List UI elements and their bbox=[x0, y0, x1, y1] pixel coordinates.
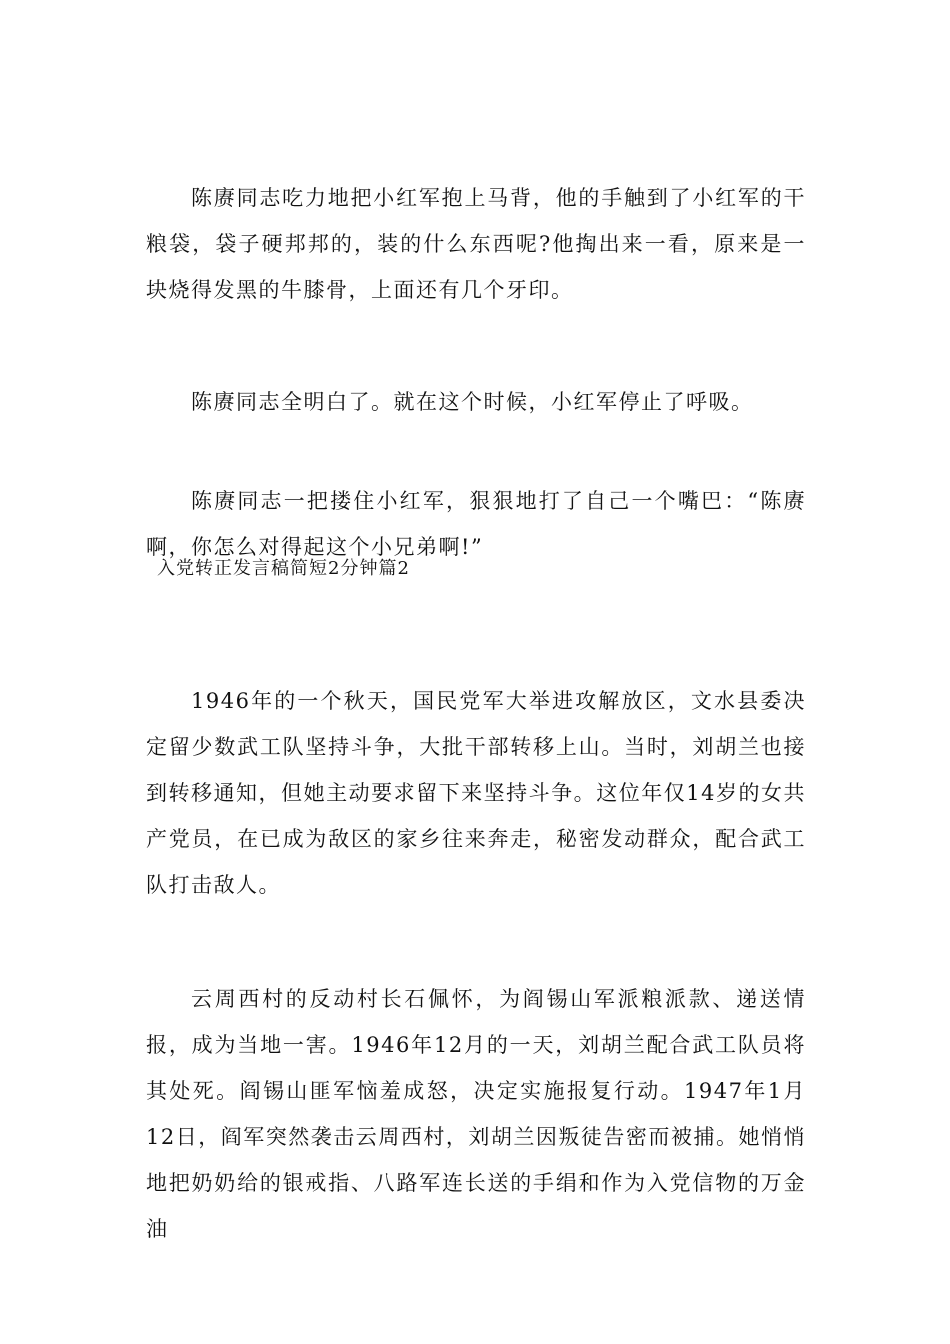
paragraph-1: 陈赓同志吃力地把小红军抱上马背，他的手触到了小红军的干粮袋，袋子硬邦邦的，装的什么东西呢?他掏出来一看，原来是一块烧得发黑的牛膝骨，上面还有几个牙印。 bbox=[146, 186, 806, 302]
paragraph-5: 云周西村的反动村长石佩怀，为阎锡山军派粮派款、递送情报，成为当地一害。1946年12月的一天，刘胡兰配合武工队员将其处死。阎锡山匪军恼羞成怒，决定实施报复行动。1947年1月12日，阎军突然袭击云周西村，刘胡兰因叛徒告密而被捕。她悄悄地把奶奶给的银戒指、八路军连长送的手绢和作为入党信物的万金油 bbox=[146, 987, 806, 1241]
paragraph-2: 陈赓同志全明白了。就在这个时候，小红军停止了呼吸。 bbox=[191, 390, 754, 414]
section-heading: 入党转正发言稿简短2分钟篇2 bbox=[157, 558, 410, 579]
paragraph-4: 1946年的一个秋天，国民党军大举进攻解放区，文水县委决定留少数武工队坚持斗争，大批干部转移上山。当时，刘胡兰也接到转移通知，但她主动要求留下来坚持斗争。这位年仅14岁的女共产党员，在已成为敌区的家乡往来奔走，秘密发动群众，配合武工队打击敌人。 bbox=[146, 689, 806, 897]
paragraph-3: 陈赓同志一把搂住小红军，狠狠地打了自己一个嘴巴：“陈赓啊，你怎么对得起这个小兄弟啊!” bbox=[146, 489, 806, 559]
